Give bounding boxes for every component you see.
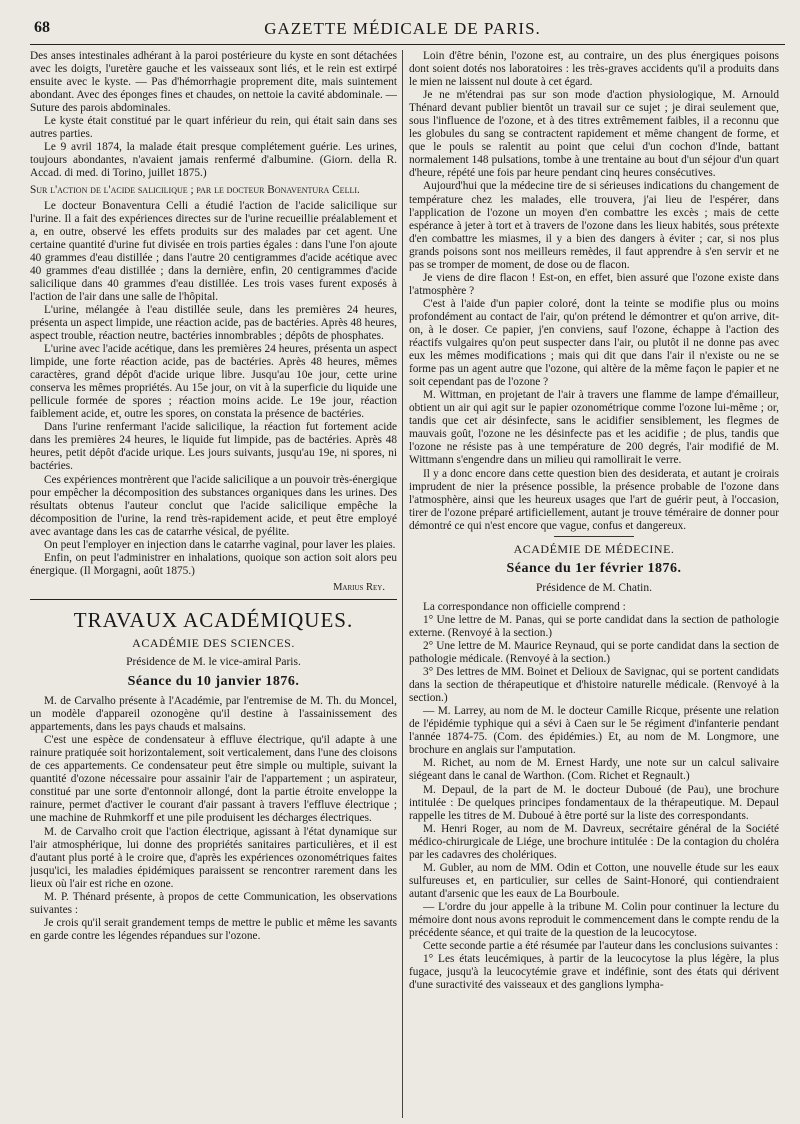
paragraph: M. de Carvalho présente à l'Académie, par l'entremise de M. Th. du Moncel, un modèle d'appareil ozonogène qu'il destine à l'assainissement des appartements, dans les pays chauds et malsains.	[30, 695, 397, 734]
paragraph: 1° Les états leucémiques, à partir de la leucocytose la plus légère, la plus fugace, jusqu'à la leucocytémie grave et indéfinie, sont des états qui dérivent d'une suractivité des vaisseaux et des ganglions lympha-	[409, 953, 779, 992]
paragraph: 3° Des lettres de MM. Boinet et Delioux de Savignac, qui se portent candidats dans la section de thérapeutique et d'histoire naturelle médicale. (Renvoyé à la section.)	[409, 666, 779, 705]
paragraph: C'est une espèce de condensateur à effluve électrique, qu'il adapte à une rainure pratiquée soit horizontalement, soit verticalement, dans l'une des cloisons de ces appartements. Ce condensateur peut être simple ou multiple, suivant la quantité d'ozone nécessaire pour assainir l'air de l'appartement ; un aspirateur, constitué par une sorte d'entonnoir allongé, dont la partie étroite enveloppe la rainure, permet d'activer le courant d'air passant à travers l'effluve électrique ; une machine de Ruhmkorff et une pile produisent les décharges électriques.	[30, 734, 397, 825]
paragraph: L'urine avec l'acide acétique, dans les premières 24 heures, présenta un aspect limpide, une forte réaction acide, pas de bactéries. Après 48 heures, mêmes caractères, grand dépôt d'acide urique libre. Jusqu'au 10e jour, cette urine conserva les mêmes propriétés. Au 15e jour, on vit à la superficie du liquide une pellicule formée de spores ; réaction moins acide. Le 19e jour, réaction faiblement acide, et, outre les spores, on constata la présence de bactéries.	[30, 343, 397, 421]
academy-heading: ACADÉMIE DE MÉDECINE.	[513, 541, 675, 556]
paragraph: Ces expériences montrèrent que l'acide salicilique a un pouvoir très-énergique pour empêcher la décomposition des substances organiques dans les urines. Des résultats obtenus l'auteur conclut que l'acide salicilique empêche la décomposition de l'urine, la rend très-rapidement acide, et peut être employé avec avantage dans les cas de catarrhe vésical, de pyélite.	[30, 473, 397, 538]
paragraph: Aujourd'hui que la médecine tire de si sérieuses indications du changement de température chez les malades, elle trouvera, j'ai lieu de l'espérer, dans l'application de l'ozone un moyen d'en combattre les excès ; mais de cette espérance à jeter à tort et à travers de l'ozone dans les lieux habités, sous prétexte d'en combattre les miasmes, il y a bien des dangers à éviter ; car, si nos plus grands poisons sont nos meilleurs remèdes, il faut apprendre à s'en servir et ne pas se tromper de moment, de dose ou de flacon.	[409, 180, 779, 271]
article-title: Sur l'action de l'acide salicilique ; par le docteur Bonaventura Celli.	[30, 184, 360, 197]
running-title: GAZETTE MÉDICALE DE PARIS.	[264, 19, 541, 38]
left-column	[30, 50, 397, 1120]
paragraph: M. P. Thénard présente, à propos de cette Communication, les observations suivantes :	[30, 890, 397, 916]
section-rule	[30, 599, 397, 600]
paragraph: M. Gubler, au nom de MM. Odin et Cotton, une nouvelle étude sur les eaux sulfureuses et, en particulier, sur celles de Saint-Honoré, qui contiendraient autant d'arsenic que les eaux de La Bourboule.	[409, 861, 779, 900]
presidence-line: Présidence de M. Chatin.	[536, 581, 652, 594]
separator-rule	[554, 536, 634, 537]
paragraph: Le kyste était constitué par le quart inférieur du rein, qui était sain dans ses autres parties.	[30, 115, 397, 141]
page-header	[30, 16, 775, 42]
paragraph: La correspondance non officielle comprend :	[423, 600, 626, 613]
paragraph: Le 9 avril 1874, la malade était presque complétement guérie. Les urines, toujours abondantes, n'avaient jamais renfermé d'albumine. (Giorn. della R. Accad. di med. di Torino, juillet 1875.)	[30, 141, 397, 180]
paragraph: C'est à l'aide d'un papier coloré, dont la teinte se modifie plus ou moins profondément au contact de l'air, qu'on prétend le démontrer et qu'on arrive, dit-on, à le doser. Ce papier, j'en conviens, sauf l'ozone, échappe à l'action des réactifs vulgaires qu'on peut suspecter dans l'air, ou plutôt il ne donne pas avec eux les mêmes modifications ; mais qui dit que dans l'air il n'existe ou ne se forme pas un agent autre que l'ozone, qui altère de la même façon le papier et ne soit cependant pas de l'ozone ?	[409, 297, 779, 389]
paragraph: Je viens de dire flacon ! Est-on, en effet, bien assuré que l'ozone existe dans l'atmosphère ?	[409, 271, 779, 297]
paragraph: M. Richet, au nom de M. Ernest Hardy, une note sur un calcul salivaire siégeant dans le canal de Warthon. (Com. Richet et Regnault.)	[409, 757, 779, 783]
paragraph: Enfin, on peut l'administrer en inhalations, quoique son action soit alors peu énergique. (Il Morgagni, août 1875.)	[30, 551, 397, 577]
paragraph: Je crois qu'il serait grandement temps de mettre le public et même les savants en garde contre les légendes répandues sur l'ozone.	[30, 916, 397, 942]
page-number: 68	[34, 19, 50, 36]
paragraph: M. Wittman, en projetant de l'air à travers une flamme de lampe d'émailleur, obtient un air qui agit sur le papier ozonométrique comme l'ozone lui-même ; or, tandis que cet air désinfecte, sans le acidifier sensiblement, les flegmes de mauvais goût, l'ozone ne les désinfecte pas et les acidifie ; de plus, tandis que l'ozone ne résiste pas à une température de 200 degrés, l'air modifié de M. Wittmann s'engendre dans un milieu qui ramollirait le verre.	[409, 389, 779, 467]
paragraph: M. de Carvalho croit que l'action électrique, agissant à l'état dynamique sur l'air atmosphérique, lui donne des propriétés sanitaires particulières, et il est d'autant plus porté à le croire que, d'après les expériences ozonométriques faites jusqu'ici, les maladies épidémiques paraissent se rencontrer rarement dans les lieux où l'air est riche en ozone.	[30, 825, 397, 890]
column-divider	[402, 50, 403, 1118]
section-title: TRAVAUX ACADÉMIQUES.	[73, 607, 354, 632]
right-column	[409, 50, 779, 1120]
paragraph: On peut l'employer en injection dans le catarrhe vaginal, pour laver les plaies.	[44, 538, 396, 551]
paragraph: Je ne m'étendrai pas sur son mode d'action physiologique, M. Arnould Thénard devant publier bientôt un travail sur ce sujet ; je dirai seulement que, sous l'influence de l'ozone, et à des titres extrêmement faibles, il a reconnu que les globules du sang se contractent rapidement et même changent de forme, et que le pouls se ralentit au point que celui d'un cochon d'Inde, battant normalement 148 pulsations, tombe à une trentaine au bout d'un séjour d'un quart d'heure, répété une fois par heure pendant cinq heures consécutives.	[409, 89, 779, 180]
paragraph: — M. Larrey, au nom de M. le docteur Camille Ricque, présente une relation de l'épidémie typhique qui a sévi à Caen sur le 5e régiment d'infanterie pendant l'année 1874-75. (Com. des épidémies.) Et, au nom de M. Longmore, une brochure en anglais sur l'amputation.	[409, 705, 779, 757]
paragraph: M. Henri Roger, au nom de M. Davreux, secrétaire général de la Société médico-chirurgicale de Liége, une brochure intitulée : De la contagion du choléra par les cadavres des cholériques.	[409, 822, 779, 861]
paragraph: L'urine, mélangée à l'eau distillée seule, dans les premières 24 heures, présenta un aspect limpide, une réaction acide, pas de bactéries. Après 48 heures, aspect trouble, réaction neutre, bactéries innombrables ; dépôts de phosphates.	[30, 303, 397, 342]
paragraph: Il y a donc encore dans cette question bien des desiderata, et autant je croirais imprudent de nier la présence possible, la présence probable de l'ozone dans l'atmosphère, ainsi que les heureux usages que l'art de guérir peut, à l'occasion, tirer de l'ozone préparé artificiellement, autant je trouve téméraire de donner pour démontré ce qui n'est encore que vague, confus et dangereux.	[409, 467, 779, 532]
session-date: Séance du 1er février 1876.	[506, 560, 682, 576]
paragraph: Des anses intestinales adhérant à la paroi postérieure du kyste en sont détachées avec les doigts, l'uretère gauche et les vaisseaux sont liés, et le rein est extirpé ensuite avec le kyste. — Pas d'hémorrhagie proprement dite, mais suintement abondant. Avec des éponges fines et chaudes, on nettoie la cavité abdominale. — Suture des parois abdominales.	[30, 50, 397, 115]
author-signature: Marius Rey.	[333, 581, 385, 593]
paragraph: — L'ordre du jour appelle à la tribune M. Colin pour continuer la lecture du mémoire dont nous avons reproduit le commencement dans le compte rendu de la précédente séance, et qui traite de la question de la leucocytose.	[409, 900, 779, 940]
presidence-line: Présidence de M. le vice-amiral Paris.	[126, 655, 301, 668]
paragraph: Loin d'être bénin, l'ozone est, au contraire, un des plus énergiques poisons dont soient dotés nos laboratoires : les très-graves accidents qu'il a produits dans le mien ne laissent nul doute à cet égard.	[409, 50, 779, 89]
academy-heading: ACADÉMIE DES SCIENCES.	[132, 635, 295, 650]
paragraph: Le docteur Bonaventura Celli a étudié l'action de l'acide salicilique sur l'urine. Il a fait des expériences directes sur de l'urine recueillie préalablement et a, en outre, observé les effets produits sur des malades par cet agent. Une certaine quantité d'urine fut divisée en trois parties égales : dans l'une l'on ajoute 40 grammes d'eau distillée ; dans l'autre 20 centigrammes d'acide acétique avec 40 grammes d'eau distillée ; dans la dernière, enfin, 20 centigrammes d'acide salicilique dans 40 grammes d'eau distillée. Les trois vases furent exposés à l'action de l'air dans une salle de l'hôpital.	[30, 199, 397, 303]
header-rule	[30, 44, 785, 45]
paragraph: 2° Une lettre de M. Maurice Reynaud, qui se porte candidat dans la section de pathologie médicale. (Renvoyé à la section.)	[409, 640, 779, 666]
paragraph: 1° Une lettre de M. Panas, qui se porte candidat dans la section de pathologie externe. (Renvoyé à la section.)	[409, 613, 779, 639]
paragraph: M. Depaul, de la part de M. le docteur Duboué (de Pau), une brochure intitulée : De quelques principes fondamentaux de la thérapeutique. M. Depaul rappelle les titres de M. Duboué à être porté sur la liste des correspondants.	[409, 783, 779, 822]
paragraph: Dans l'urine renfermant l'acide salicilique, la réaction fut fortement acide dans les premières 24 heures, le liquide fut limpide, pas de bactéries. Après 48 heures, petit dépôt d'acide urique. Les jours suivants, jusqu'au 19e, ni spores, ni bactéries.	[30, 421, 397, 473]
session-date: Séance du 10 janvier 1876.	[127, 674, 300, 690]
paragraph: Cette seconde partie a été résumée par l'auteur dans les conclusions suivantes :	[423, 940, 779, 953]
